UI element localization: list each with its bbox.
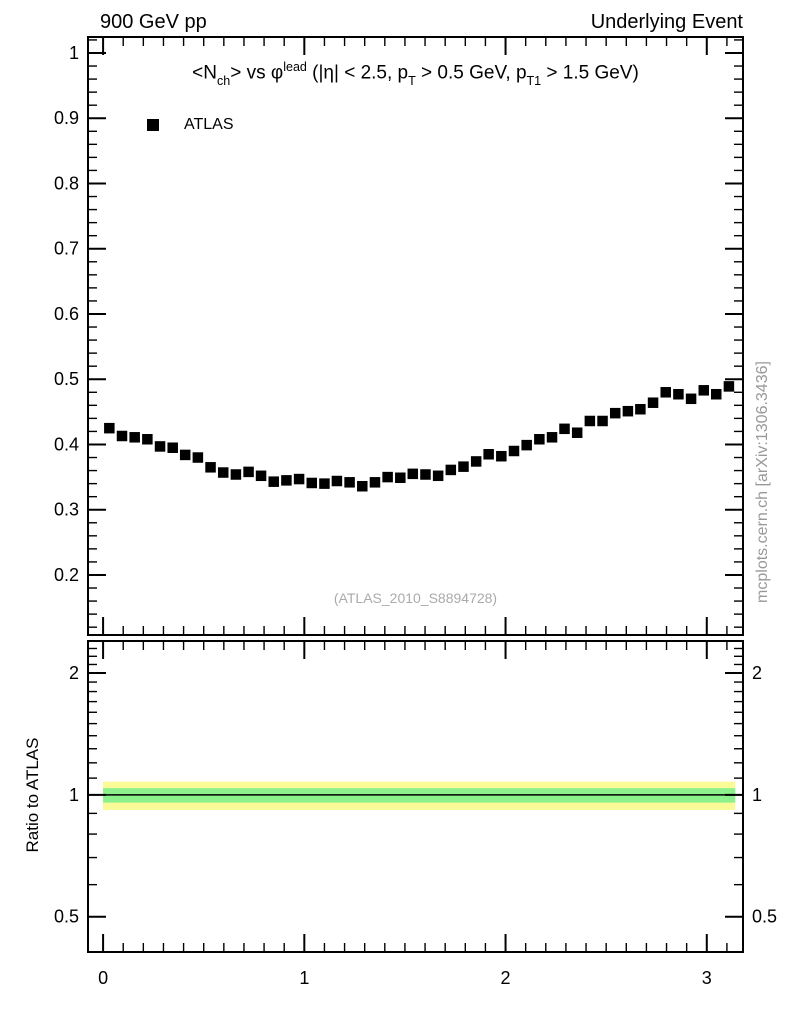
data-point-marker — [648, 397, 659, 408]
main-y-axis-tick-label: 0.6 — [53, 303, 79, 324]
x-axis-tick-label: 1 — [299, 968, 310, 988]
ratio-y-axis-tick-label-left: 0.5 — [53, 906, 79, 927]
data-point-marker — [686, 394, 697, 405]
title-segment: ch — [216, 73, 231, 88]
data-point-marker — [534, 434, 545, 445]
mcplots-arxiv-note: mcplots.cern.ch [arXiv:1306.3436] — [754, 361, 771, 603]
data-point-marker — [509, 446, 520, 457]
main-y-axis-tick-label: 0.2 — [53, 564, 79, 585]
ratio-y-axis-tick-label-left: 1 — [68, 784, 79, 805]
legend — [147, 116, 234, 134]
ratio-y-axis-tick-label-right: 2 — [752, 663, 763, 684]
main-y-axis-tick-label: 0.3 — [53, 499, 79, 520]
main-y-axis-tick-label: 0.8 — [53, 173, 79, 194]
data-point-marker — [218, 467, 229, 478]
data-point-marker — [205, 462, 216, 473]
x-axis-tick-label: 2 — [500, 968, 511, 988]
data-point-marker — [699, 385, 710, 396]
data-point-marker — [724, 381, 735, 392]
data-point-marker — [673, 389, 684, 400]
data-point-marker — [307, 478, 318, 489]
x-axis-tick-label: 0 — [98, 968, 109, 988]
title-segment: > vs — [230, 62, 271, 84]
data-point-marker — [660, 387, 671, 398]
ratio-y-axis-tick-label-right: 1 — [752, 784, 763, 805]
data-point-marker — [559, 424, 570, 435]
data-point-marker — [104, 423, 115, 434]
data-point-marker — [180, 450, 191, 461]
data-point-marker — [572, 427, 583, 438]
data-point-marker — [357, 481, 368, 492]
data-point-marker — [142, 434, 153, 445]
data-point-marker — [623, 406, 634, 417]
data-point-marker — [547, 432, 558, 443]
legend-label: ATLAS — [184, 116, 234, 133]
title-segment: > 1.5 GeV) — [541, 62, 639, 84]
beam-energy-header: 900 GeV pp — [100, 11, 207, 33]
title-segment: T1 — [526, 73, 542, 88]
data-point-marker — [521, 440, 532, 451]
data-point-marker — [256, 471, 266, 482]
main-y-axis-tick-label: 0.4 — [53, 434, 79, 455]
data-point-marker — [319, 478, 330, 489]
data-point-marker — [635, 404, 646, 415]
data-point-marker — [167, 442, 178, 453]
data-point-marker — [496, 451, 507, 462]
ratio-y-axis-tick-label-left: 2 — [68, 663, 79, 684]
analysis-type-header: Underlying Event — [590, 11, 743, 33]
data-point-marker — [129, 432, 140, 443]
data-point-marker — [610, 408, 621, 419]
title-segment: lead — [283, 60, 307, 74]
main-y-axis-tick-label: 0.7 — [53, 238, 79, 259]
ratio-axis-title: Ratio to ATLAS — [23, 737, 42, 853]
data-point-marker — [433, 471, 444, 482]
x-axis-tick-label: 3 — [701, 968, 712, 988]
title-segment: > 0.5 GeV, p — [415, 62, 527, 84]
data-point-marker — [193, 452, 204, 463]
analysis-id-watermark: (ATLAS_2010_S8894728) — [333, 590, 498, 606]
data-point-marker — [597, 416, 608, 427]
data-point-marker — [344, 477, 355, 488]
data-point-marker — [268, 476, 279, 487]
title-segment: <N — [192, 62, 217, 84]
data-point-marker — [155, 441, 166, 452]
data-point-marker — [408, 469, 419, 480]
main-y-axis-tick-label: 0.5 — [53, 369, 79, 390]
main-y-axis-tick-label: 0.9 — [53, 108, 79, 129]
data-point-marker — [446, 465, 457, 476]
title-segment: φ — [270, 62, 284, 84]
plot-title — [88, 60, 743, 88]
data-point-marker — [281, 475, 292, 486]
data-point-marker — [711, 389, 722, 400]
ratio-y-axis-tick-label-right: 0.5 — [752, 906, 778, 927]
data-point-marker — [332, 476, 343, 487]
main-y-axis-tick-label: 1 — [68, 42, 79, 63]
title-segment: T — [408, 73, 416, 88]
data-point-marker — [483, 449, 494, 460]
data-point-marker — [420, 469, 431, 480]
data-point-marker — [294, 474, 305, 485]
title-segment: (|η| < 2.5, p — [306, 62, 409, 84]
data-point-marker — [585, 416, 596, 427]
data-point-marker — [370, 477, 381, 488]
data-point-marker — [382, 472, 393, 483]
data-point-marker — [471, 456, 482, 467]
data-point-marker — [117, 431, 128, 442]
data-point-marker — [395, 473, 406, 484]
atlas-square-marker-icon — [147, 119, 159, 131]
data-point-marker — [231, 469, 242, 480]
data-point-marker — [243, 467, 254, 478]
data-point-marker — [458, 461, 469, 472]
